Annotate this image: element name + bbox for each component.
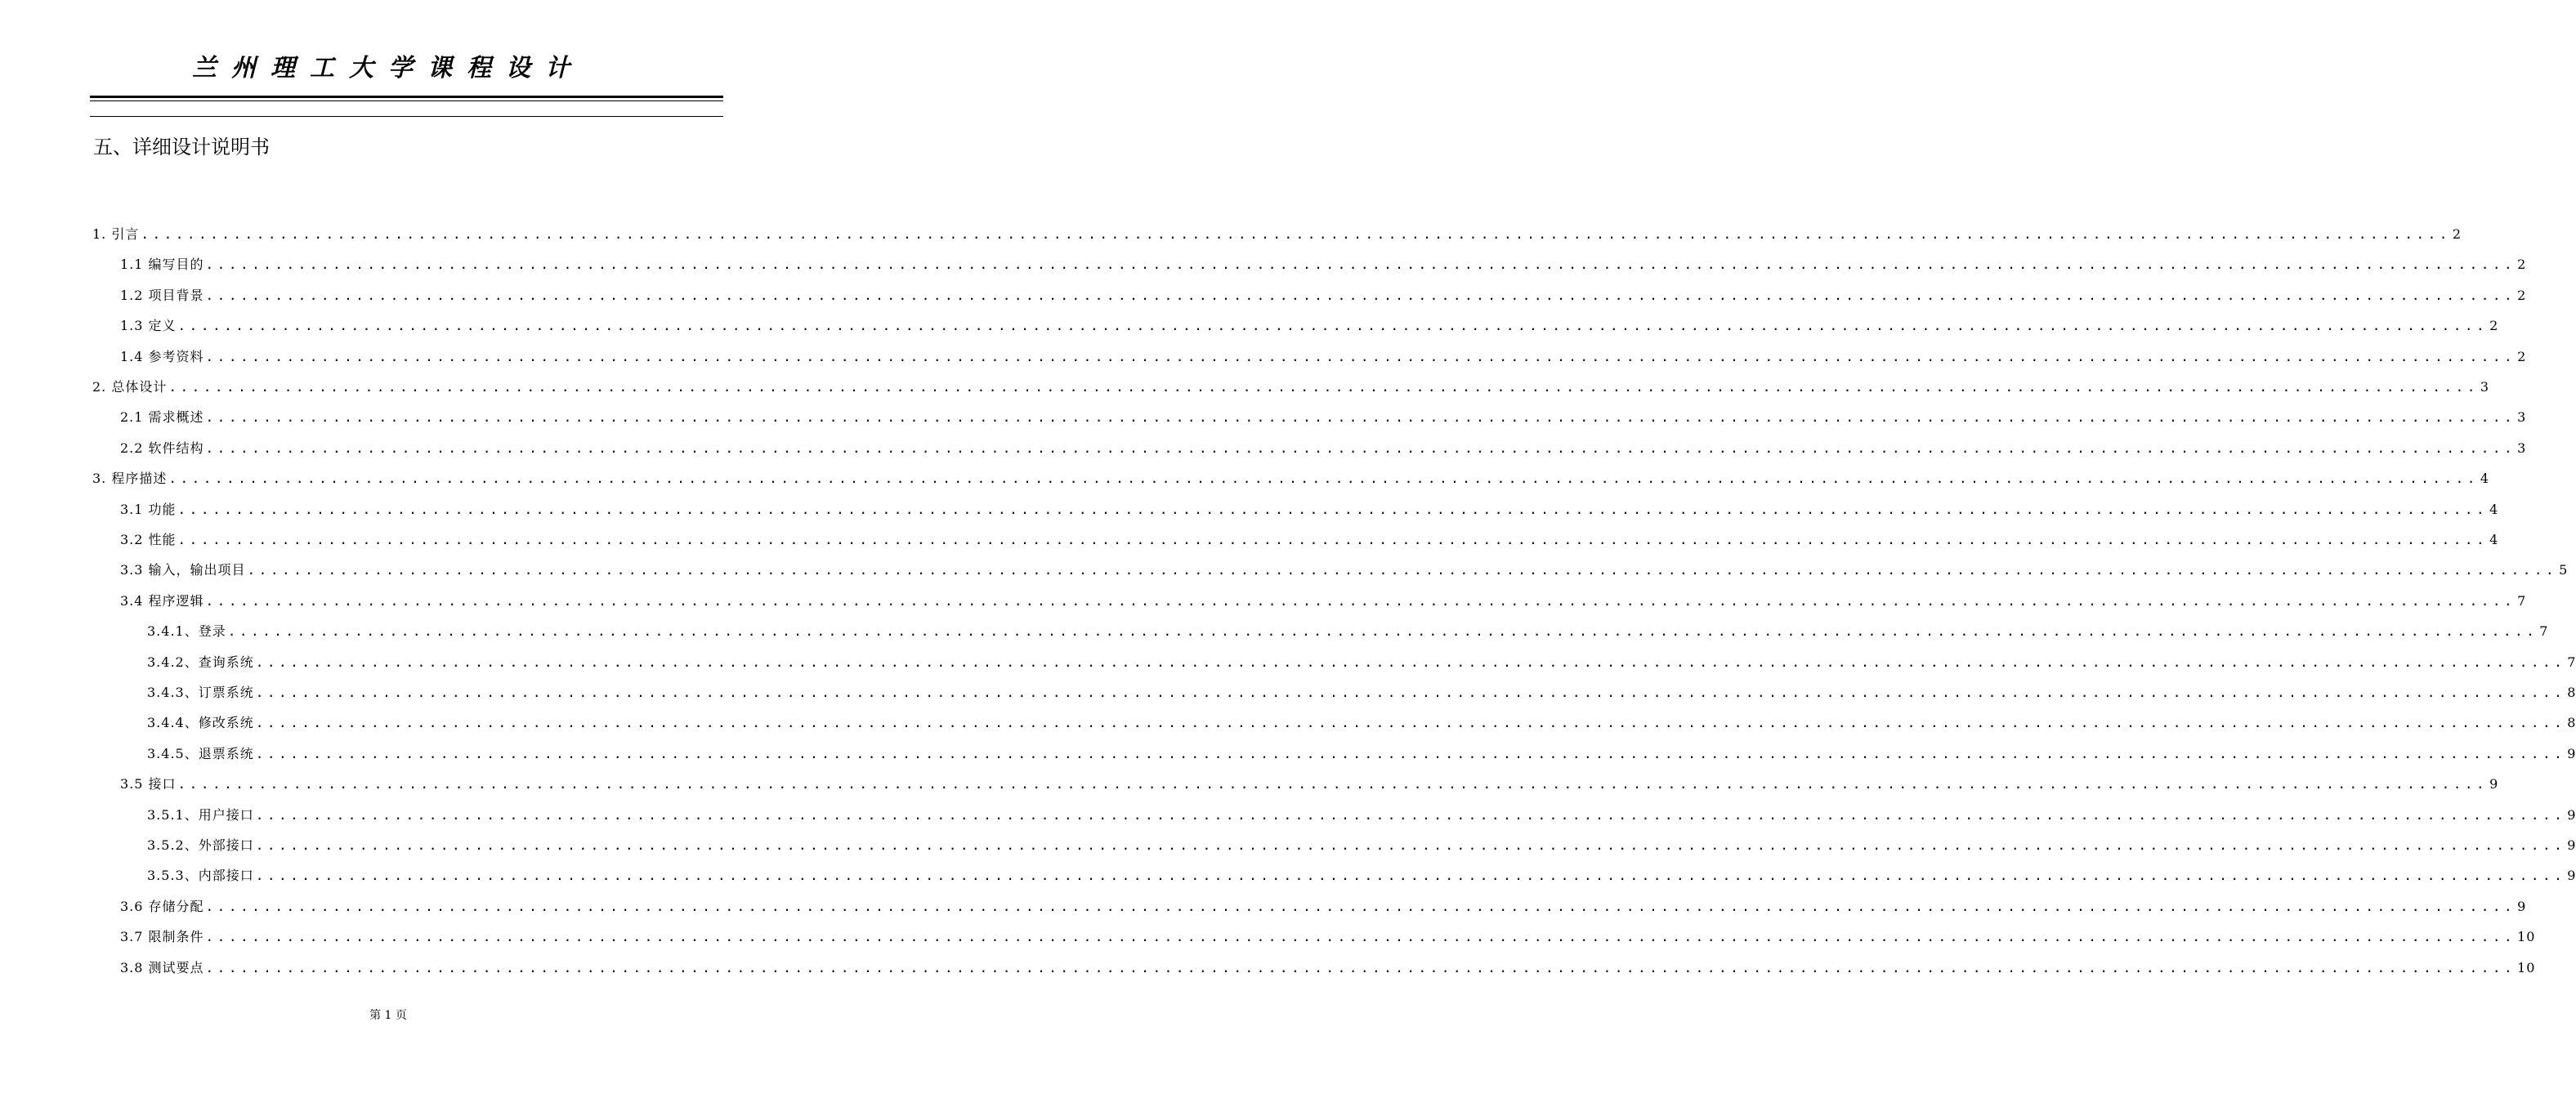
toc-leader-dots: ........................................................................................................................................................................................................ [205, 348, 2516, 364]
section-heading: 五、详细设计说明书 [93, 136, 270, 159]
toc-leader-dots: ........................................................................................................................................................................................................ [247, 562, 2558, 578]
toc-entry-label: 3.7 限制条件 [120, 929, 204, 945]
toc-leader-dots: ........................................................................................................................................................................................................ [141, 226, 2451, 242]
toc-entry[interactable] [147, 860, 2576, 890]
toc-entry-page: 2 [2517, 348, 2527, 364]
toc-entry[interactable] [120, 280, 2527, 310]
toc-entry-label: 3.4.2、查询系统 [147, 654, 254, 670]
toc-entry-page: 9 [2567, 868, 2576, 884]
toc-entry-page: 4 [2489, 501, 2499, 517]
toc-entry-page: 9 [2489, 776, 2499, 792]
toc-entry-label: 3.5 接口 [120, 776, 177, 792]
toc-leader-dots: ........................................................................................................................................................................................................ [205, 959, 2516, 975]
toc-entry-label: 1. 引言 [92, 226, 140, 242]
toc-entry-label: 3.4.4、修改系统 [147, 715, 254, 731]
toc-entry-page: 7 [2567, 654, 2576, 670]
toc-entry[interactable] [120, 249, 2527, 279]
toc-entry-label: 3.5.2、外部接口 [147, 837, 254, 853]
toc-entry[interactable] [147, 707, 2576, 738]
toc-leader-dots: ........................................................................................................................................................................................................ [255, 685, 2566, 700]
toc-leader-dots: ........................................................................................................................................................................................................ [255, 806, 2566, 823]
toc-entry-page: 5 [2559, 562, 2569, 578]
toc-entry[interactable] [120, 953, 2536, 983]
header-rule-thin [90, 100, 723, 101]
toc-entry-page: 3 [2517, 409, 2527, 426]
toc-entry-page: 2 [2517, 257, 2527, 273]
toc-entry-label: 3.4 程序逻辑 [120, 592, 204, 609]
toc-leader-dots: ........................................................................................................................................................................................................ [177, 501, 2489, 517]
toc-entry-page: 9 [2567, 837, 2576, 853]
toc-leader-dots: ........................................................................................................................................................................................................ [205, 257, 2516, 273]
toc-entry-page: 10 [2517, 959, 2536, 975]
toc-entry-label: 3.1 功能 [120, 501, 177, 517]
toc-entry-label: 3.8 测试要点 [120, 959, 204, 975]
toc-entry-page: 9 [2567, 745, 2576, 761]
toc-leader-dots: ........................................................................................................................................................................................................ [205, 592, 2516, 609]
toc-leader-dots: ........................................................................................................................................................................................................ [205, 409, 2516, 426]
toc-entry-label: 2.2 软件结构 [120, 440, 204, 456]
toc-entry-page: 3 [2517, 440, 2527, 456]
toc-entry[interactable] [120, 494, 2499, 524]
toc-leader-dots: ........................................................................................................................................................................................................ [168, 379, 2479, 395]
toc-entry[interactable] [147, 739, 2576, 769]
toc-entry[interactable] [120, 555, 2569, 585]
toc-entry[interactable] [147, 830, 2576, 860]
toc-leader-dots: ........................................................................................................................................................................................................ [227, 623, 2538, 640]
toc-entry[interactable] [120, 402, 2527, 432]
toc-entry[interactable] [120, 524, 2499, 555]
toc-leader-dots: ........................................................................................................................................................................................................ [177, 318, 2489, 334]
toc-leader-dots: ........................................................................................................................................................................................................ [168, 471, 2479, 487]
toc-entry[interactable] [147, 677, 2576, 707]
toc-leader-dots: ........................................................................................................................................................................................................ [255, 745, 2566, 761]
toc-entry[interactable] [147, 616, 2549, 646]
toc-entry[interactable] [120, 433, 2527, 463]
toc-entry-label: 3.4.1、登录 [147, 623, 226, 640]
toc-leader-dots: ........................................................................................................................................................................................................ [177, 532, 2489, 547]
toc-entry-label: 3.6 存储分配 [120, 898, 204, 914]
toc-entry[interactable] [120, 891, 2527, 922]
toc-entry-label: 3.3 输入，输出项目 [120, 562, 246, 578]
toc-entry-page: 3 [2480, 379, 2490, 395]
toc-entry-page: 2 [2489, 318, 2499, 334]
toc-entry[interactable] [92, 219, 2462, 249]
toc-leader-dots: ........................................................................................................................................................................................................ [177, 776, 2489, 792]
toc-entry-page: 9 [2517, 898, 2527, 914]
toc-leader-dots: ........................................................................................................................................................................................................ [255, 868, 2566, 884]
toc-entry[interactable] [120, 341, 2527, 372]
toc-entry[interactable] [147, 647, 2576, 677]
toc-entry-page: 2 [2452, 226, 2462, 242]
toc-entry[interactable] [120, 922, 2536, 952]
toc-leader-dots: ........................................................................................................................................................................................................ [255, 837, 2566, 853]
toc-entry-page: 2 [2517, 287, 2527, 303]
header-rule-thick [90, 96, 723, 98]
toc-entry-page: 9 [2567, 806, 2576, 823]
toc-entry-label: 3.5.1、用户接口 [147, 806, 254, 823]
toc-entry-label: 1.3 定义 [120, 318, 177, 334]
toc-entry-label: 3.4.3、订票系统 [147, 685, 254, 700]
toc-entry-label: 1.2 项目背景 [120, 287, 204, 303]
toc-entry-page: 4 [2480, 471, 2490, 487]
toc-entry-label: 2. 总体设计 [92, 379, 168, 395]
toc-leader-dots: ........................................................................................................................................................................................................ [205, 440, 2516, 456]
toc-leader-dots: ........................................................................................................................................................................................................ [255, 715, 2566, 731]
toc-entry-label: 1.1 编写目的 [120, 257, 204, 273]
toc-leader-dots: ........................................................................................................................................................................................................ [255, 654, 2566, 670]
toc-entry-label: 1.4 参考资料 [120, 348, 204, 364]
toc-entry-label: 3. 程序描述 [92, 471, 168, 487]
toc-entry-label: 2.1 需求概述 [120, 409, 204, 426]
toc-entry-page: 8 [2567, 715, 2576, 731]
document-header-title: 兰州理工大学课程设计 [192, 54, 584, 83]
toc-entry[interactable] [120, 310, 2499, 341]
toc-leader-dots: ........................................................................................................................................................................................................ [205, 929, 2516, 945]
toc-entry-label: 3.4.5、退票系统 [147, 745, 254, 761]
toc-entry[interactable] [120, 586, 2527, 616]
toc-entry-page: 4 [2489, 532, 2499, 547]
page-number-footer: 第 1 页 [369, 1009, 407, 1022]
toc-entry[interactable] [92, 463, 2490, 493]
toc-entry-page: 7 [2517, 592, 2527, 609]
toc-leader-dots: ........................................................................................................................................................................................................ [205, 287, 2516, 303]
toc-entry[interactable] [92, 372, 2490, 402]
toc-entry-label: 3.2 性能 [120, 532, 177, 547]
toc-entry-page: 7 [2539, 623, 2549, 640]
toc-leader-dots: ........................................................................................................................................................................................................ [205, 898, 2516, 914]
toc-entry[interactable] [147, 800, 2576, 830]
toc-entry-page: 10 [2517, 929, 2536, 945]
toc-entry[interactable] [120, 769, 2499, 799]
header-rule-underline [90, 116, 723, 117]
toc-entry-label: 3.5.3、内部接口 [147, 868, 254, 884]
toc-entry-page: 8 [2567, 685, 2576, 700]
